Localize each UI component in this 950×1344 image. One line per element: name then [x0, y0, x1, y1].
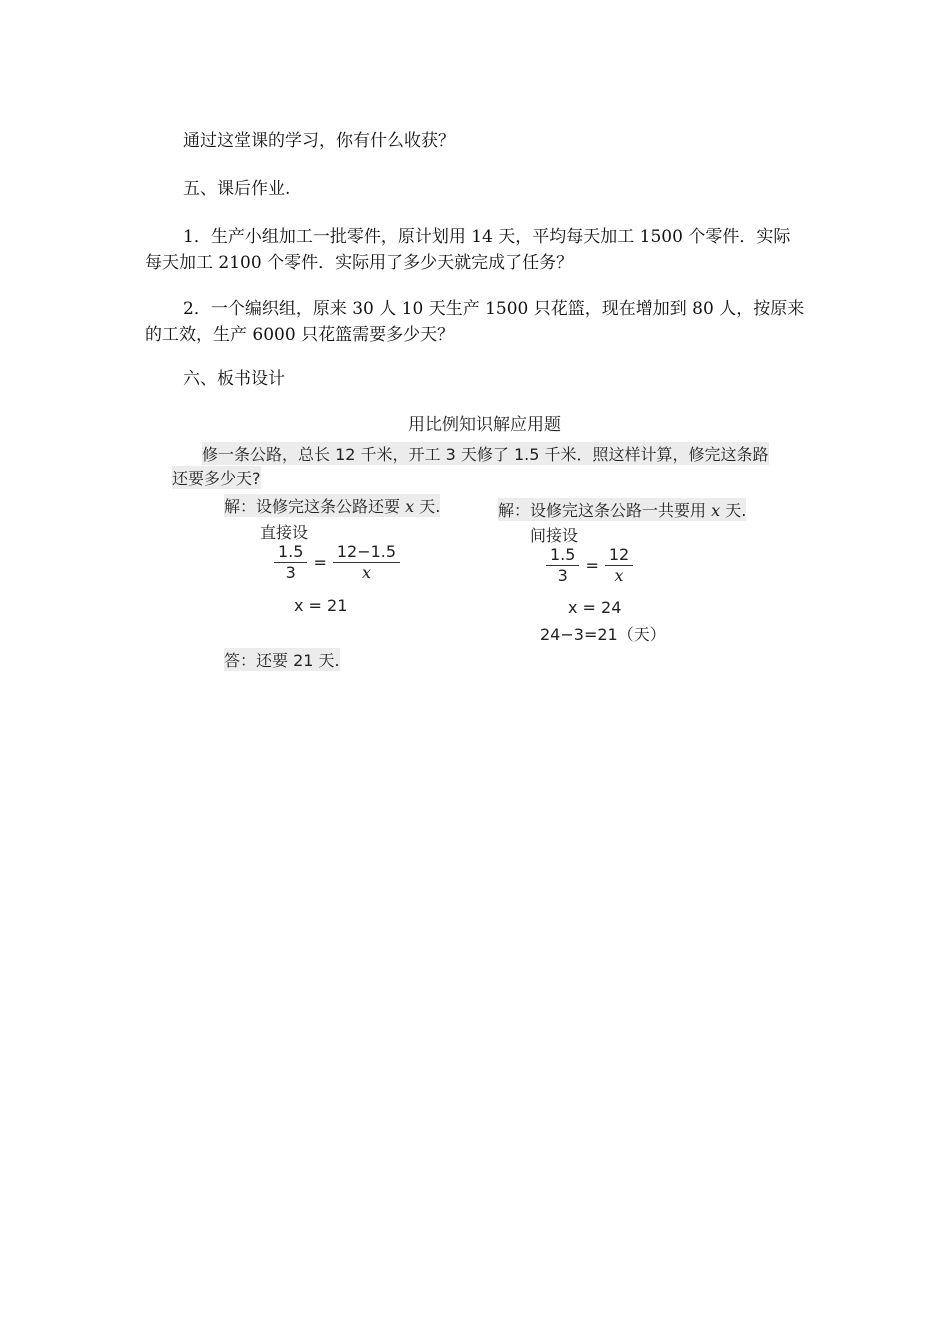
left-setup — [224, 494, 440, 517]
right-result: x = 24 — [568, 598, 622, 617]
right-fraction-b — [605, 545, 633, 586]
homework-question-1: 1．生产小组加工一批零件，原计划用 14 天，平均每天加工 1500 个零件．实际每天加工 2100 个零件．实际用了多少天就完成了任务？ — [145, 227, 791, 273]
left-fraction-b-denominator: x — [361, 563, 371, 582]
left-fraction-b-numerator: 12−1.5 — [333, 542, 400, 563]
right-proportion — [546, 545, 633, 586]
left-setup-prefix: 解：设修完这条公路还要 — [224, 497, 401, 516]
homework-question-2: 2．一个编织组，原来 30 人 10 天生产 1500 只花篮，现在增加到 80 人，按原来的工效，生产 6000 只花篮需要多少天？ — [145, 299, 805, 345]
right-equals-sign: = — [585, 556, 599, 575]
right-setup — [498, 498, 746, 521]
right-setup-suffix: 天. — [725, 501, 747, 520]
section-board-design-heading: 六、板书设计 — [183, 369, 285, 389]
right-setup-prefix: 解：设修完这条公路一共要用 — [498, 501, 707, 520]
left-setup-suffix: 天. — [419, 497, 441, 516]
left-proportion — [274, 542, 400, 583]
board-problem-line-2: 还要多少天? — [172, 466, 261, 489]
right-fraction-b-denominator: x — [614, 566, 624, 585]
reflection-question: 通过这堂课的学习，你有什么收获？ — [183, 131, 455, 151]
board-design-figure — [170, 400, 790, 680]
board-problem-line-1: 修一条公路，总长 12 千米，开工 3 天修了 1.5 千米．照这样计算，修完这条路 — [202, 442, 769, 465]
left-answer: 答：还要 21 天. — [224, 648, 340, 671]
right-fraction-b-numerator: 12 — [605, 545, 633, 566]
left-fraction-a — [274, 542, 307, 583]
left-result: x = 21 — [294, 596, 348, 615]
right-fraction-a — [546, 545, 579, 586]
left-setup-variable: x — [405, 497, 415, 516]
right-method-label: 间接设 — [530, 526, 579, 545]
left-fraction-b — [333, 542, 400, 583]
left-fraction-a-denominator: 3 — [285, 563, 296, 582]
right-setup-variable: x — [711, 501, 721, 520]
section-homework-heading: 五、课后作业. — [183, 179, 291, 199]
right-fraction-a-denominator: 3 — [557, 566, 568, 585]
right-fraction-a-numerator: 1.5 — [546, 545, 579, 566]
left-method-label: 直接设 — [260, 523, 309, 542]
left-fraction-a-numerator: 1.5 — [274, 542, 307, 563]
board-title: 用比例知识解应用题 — [408, 415, 561, 435]
left-equals-sign: = — [313, 553, 327, 572]
right-calculation: 24−3=21（天） — [540, 625, 666, 644]
